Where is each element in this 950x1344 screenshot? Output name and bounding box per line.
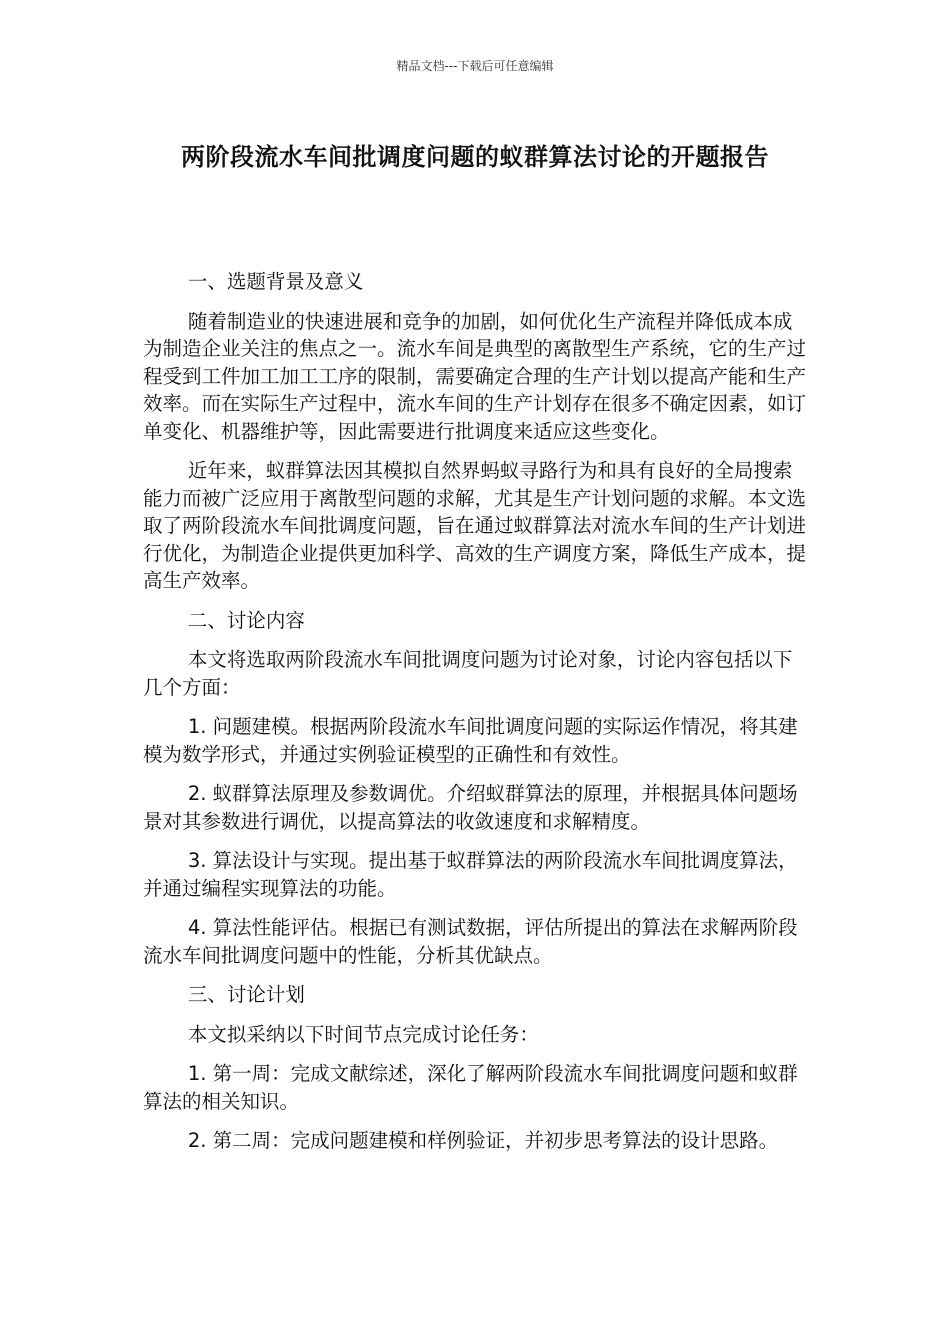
paragraph: 随着制造业的快速进展和竞争的加剧，如何优化生产流程并降低成本成为制造企业关注的焦点之一。流水车间是典型的离散型生产系统，它的生产过程受到工件加工加工工序的限制，需要确定合理的生产计划以提高产能和生产效率。而在实际生产过程中，流水车间的生产计划存在很多不确定因素，如订单变化、机器维护等，因此需要进行批调度来适应这些变化。 [143, 309, 807, 443]
document-title: 两阶段流水车间批调度问题的蚁群算法讨论的开题报告 [181, 143, 769, 171]
document-body [143, 268, 808, 1167]
section-heading: 一、选题背景及意义 [187, 270, 364, 293]
list-item: 3. 算法设计与实现。提出基于蚁群算法的两阶段流水车间批调度算法，并通过编程实现算法的功能。 [143, 849, 798, 900]
list-item: 4. 算法性能评估。根据已有测试数据，评估所提出的算法在求解两阶段流水车间批调度问题中的性能，分析其优缺点。 [143, 916, 798, 967]
paragraph: 近年来，蚁群算法因其模拟自然界蚂蚁寻路行为和具有良好的全局搜索能力而被广泛应用于离散型问题的求解，尤其是生产计划问题的求解。本文选取了两阶段流水车间批调度问题，旨在通过蚁群算法对流水车间的生产计划进行优化，为制造企业提供更加科学、高效的生产调度方案，降低生产成本，提高生产效率。 [143, 459, 807, 592]
page-header: 精品文档---下载后可任意编辑 [396, 59, 554, 73]
list-item: 1. 第一周：完成文献综述，深化了解两阶段流水车间批调度问题和蚁群算法的相关知识。 [143, 1062, 798, 1113]
section-heading: 三、讨论计划 [187, 983, 305, 1006]
section-heading: 二、讨论内容 [187, 608, 305, 632]
list-item: 2. 第二周：完成问题建模和样例验证，并初步思考算法的设计思路。 [187, 1129, 779, 1152]
list-item: 2. 蚁群算法原理及参数调优。介绍蚁群算法的原理，并根据具体问题场景对其参数进行调优，以提高算法的收敛速度和求解精度。 [143, 782, 798, 833]
paragraph: 本文将选取两阶段流水车间批调度问题为讨论对象，讨论内容包括以下几个方面： [143, 648, 793, 699]
list-item: 1. 问题建模。根据两阶段流水车间批调度问题的实际运作情况，将其建模为数学形式，并通过实例验证模型的正确性和有效性。 [143, 715, 798, 766]
paragraph: 本文拟采纳以下时间节点完成讨论任务： [187, 1022, 539, 1046]
